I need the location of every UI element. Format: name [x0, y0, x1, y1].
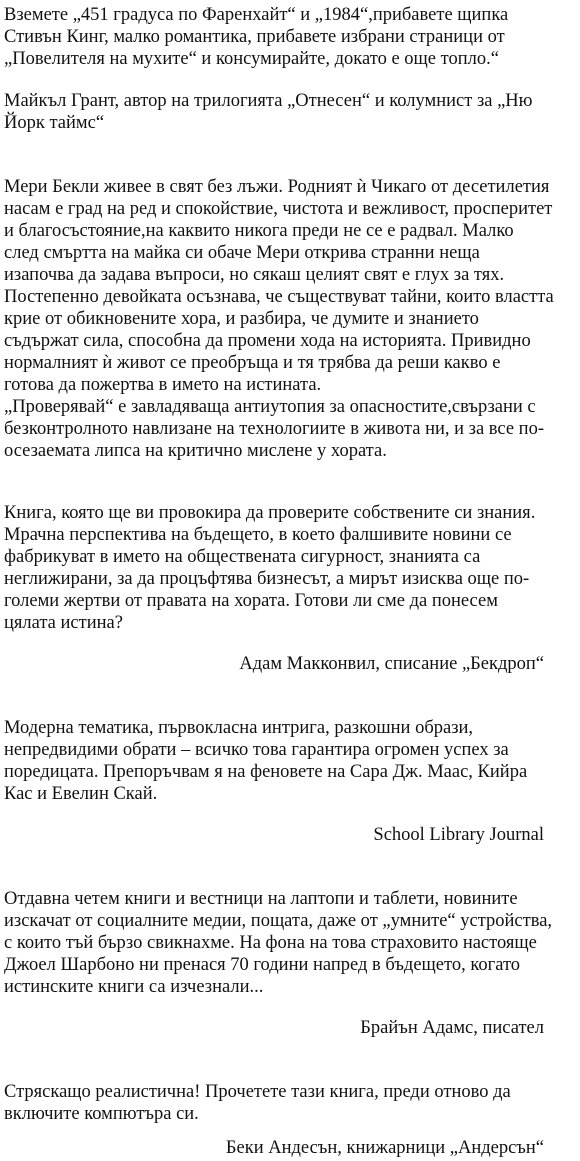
- text-line: изапочва да задава въпроси, но сякаш целият свят е глух за тях.: [4, 265, 505, 285]
- text-line: и благосъстояние,на каквито никога преди не се е радвал. Малко: [4, 221, 514, 241]
- text-line: готова да пожертва в името на истината.: [4, 375, 322, 395]
- quote-attribution: Адам Макконвил, списание „Бекдроп“: [239, 654, 544, 674]
- text-line: безконтролното навлизане на технологиите в живота ни, и за все по-: [4, 419, 544, 439]
- text-line: цялата истина?: [4, 613, 123, 633]
- text-line: осезаемата липса на критично мислене у хората.: [4, 441, 387, 461]
- text-line: Стряскащо реалистична! Прочетете тази книга, преди отново да: [4, 1082, 511, 1102]
- text-line: „Проверявай“ е завладяваща антиутопия за опасностите,свързани с: [4, 397, 536, 417]
- text-line: фабрикуват в името на обществената сигурност, знанията са: [4, 547, 481, 567]
- text-line: Кас и Евелин Скай.: [4, 784, 158, 804]
- text-line: Постепенно девойката осъзнава, че съществуват тайни, които властта: [4, 287, 554, 307]
- text-line: Джоел Шарбоно ни пренася 70 години напред в бъдещето, когато: [4, 955, 521, 975]
- text-line: големи жертви от правата на хората. Готови ли сме да понесем: [4, 591, 498, 611]
- text-line: съдържат сила, способна да промени хода на историята. Привидно: [4, 331, 531, 351]
- quote-attribution: Брайън Адамс, писател: [360, 1018, 544, 1038]
- text-line: Йорк таймс“: [4, 113, 105, 133]
- text-line: „Повелителя на мухите“ и консумирайте, докато е още топло.“: [4, 49, 499, 69]
- text-line: истинските книги са изчезнали...: [4, 977, 264, 997]
- text-line: включите компютъра си.: [4, 1104, 199, 1124]
- text-line: след смъртта на майка си обаче Мери открива странни неща: [4, 243, 480, 263]
- text-line: насам е град на ред и спокойствие, чистота и вежливост, просперитет: [4, 199, 553, 219]
- text-line: Стивън Кинг, малко романтика, прибавете избрани страници от: [4, 27, 505, 47]
- text-line: Майкъл Грант, автор на трилогията „Отнесен“ и колумнист за „Ню: [4, 91, 533, 111]
- text-line: изскачат от социалните медии, пощата, даже от „умните“ устройства,: [4, 911, 553, 931]
- text-line: поредицата. Препоръчвам я на феновете на Сара Дж. Маас, Кийра: [4, 762, 528, 782]
- text-line: Модерна тематика, първокласна интрига, разкошни образи,: [4, 718, 474, 738]
- text-line: Книга, която ще ви провокира да проверите собствените си знания.: [4, 503, 536, 523]
- quote-attribution: School Library Journal: [373, 825, 544, 845]
- text-line: Мрачна перспектива на бъдещето, в което фалшивите новини се: [4, 525, 512, 545]
- text-line: непредвидими обрати – всичко това гарантира огромен успех за: [4, 740, 509, 760]
- text-line: крие от обикновените хора, и разбира, че думите и знанието: [4, 309, 479, 329]
- text-line: Отдавна четем книги и вестници на лаптопи и таблети, новините: [4, 889, 518, 909]
- text-line: Мери Бекли живее в свят без лъжи. Родният ѝ Чикаго от десетилетия: [4, 177, 550, 197]
- text-line: Вземете „451 градуса по Фаренхайт“ и „1984“,прибавете щипка: [4, 5, 509, 25]
- text-line: нормалният ѝ живот се преобръща и тя трябва да реши какво е: [4, 353, 501, 373]
- text-line: с които тъй бързо свикнахме. На фона на това страховито настояще: [4, 933, 537, 953]
- text-line: неглижирани, за да процъфтява бизнесът, а мирът изисква още по-: [4, 569, 530, 589]
- quote-attribution: Беки Андесън, книжарници „Андерсън“: [225, 1138, 544, 1158]
